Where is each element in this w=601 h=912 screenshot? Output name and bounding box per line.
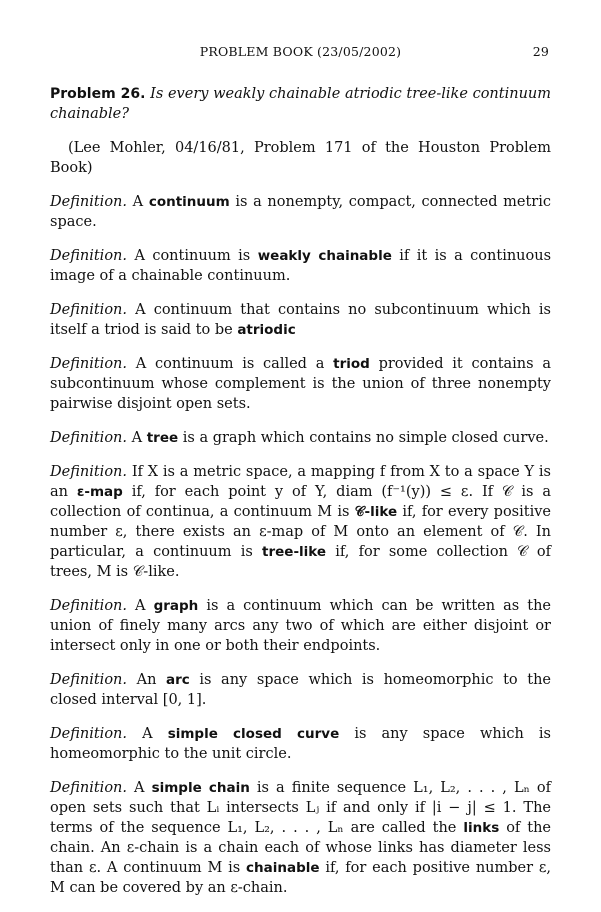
definition-triod xyxy=(50,354,551,414)
defined-term: triod xyxy=(333,356,370,372)
definition-text: if, for some collection 𝒞 of trees, M is 𝒞-like. xyxy=(50,544,552,580)
definition-text: A xyxy=(134,780,152,796)
definition-text: A xyxy=(132,194,149,210)
defined-term: ε-map xyxy=(76,484,123,500)
definition-label: Definition. xyxy=(50,464,127,480)
defined-term: simple closed curve xyxy=(167,726,340,742)
definition-text: if, for each positive number ε, M can be covered by an ε-chain. xyxy=(50,860,551,896)
definition-text: is a graph which contains no simple closed curve. xyxy=(178,430,549,446)
definition-label: Definition. xyxy=(50,780,127,796)
running-title: PROBLEM BOOK (23/05/2002) xyxy=(199,44,402,59)
definition-label: Definition. xyxy=(50,672,127,688)
defined-term: weakly chainable xyxy=(257,248,392,264)
definition-atriodic xyxy=(50,300,551,340)
definition-graph xyxy=(50,596,551,656)
definition-text: of the chain. An ε-chain is a chain each of whose links has diameter less than ε. A continuum M is xyxy=(50,820,551,876)
definition-text: A xyxy=(142,726,168,742)
definition-text: A xyxy=(131,430,147,446)
problem-attribution: (Lee Mohler, 04/16/81, Problem 171 of the Houston Problem Book) xyxy=(50,140,551,176)
definition-text: is any space which is homeomorphic to the unit circle. xyxy=(50,726,551,762)
defined-term: chainable xyxy=(246,860,320,876)
definition-simple-chain xyxy=(50,778,551,898)
definition-text: if, for each point y of Y, diam (f⁻¹(y)) ≤ ε. If 𝒞 is a collection of continua, a continuum M is xyxy=(50,484,551,520)
defined-term: tree-like xyxy=(262,544,327,560)
definition-label: Definition. xyxy=(50,430,127,446)
definition-label: Definition. xyxy=(50,248,127,264)
defined-term: tree xyxy=(146,430,179,446)
problem-statement xyxy=(50,84,551,124)
definition-text: is a continuum which can be written as the union of finely many arcs any two of which are either disjoint or intersect only in one or both their endpoints. xyxy=(50,598,551,654)
definition-text: provided it contains a subcontinuum whose complement is the union of three nonempty pairwise disjoint open sets. xyxy=(50,356,552,412)
definition-text: is a nonempty, compact, connected metric space. xyxy=(50,194,551,230)
page-number: 29 xyxy=(532,44,549,59)
definition-label: Definition. xyxy=(50,598,127,614)
definition-label: Definition. xyxy=(50,356,127,372)
definition-label: Definition. xyxy=(50,302,127,318)
page-body xyxy=(50,84,551,912)
definition-label: Definition. xyxy=(50,194,127,210)
definition-weakly-chainable xyxy=(50,246,551,286)
defined-term: links xyxy=(463,820,500,836)
defined-term: continuum xyxy=(148,194,230,210)
definition-text: A continuum is called a xyxy=(135,356,334,372)
definition-text: if it is a continuous image of a chainable continuum. xyxy=(50,248,552,284)
definition-text: An xyxy=(136,672,166,688)
definition-simple-closed-curve xyxy=(50,724,551,764)
definition-tree xyxy=(50,428,551,448)
defined-term: atriodic xyxy=(237,322,296,338)
definition-epsilon-map xyxy=(50,462,551,582)
definition-text: is a finite sequence L₁, L₂, . . . , Lₙ of open sets such that Lᵢ intersects Lⱼ if and only if |i − j| ≤ 1. The terms of the sequence L₁, L₂, . . . , Lₙ are called the xyxy=(50,780,551,836)
definition-text: A xyxy=(135,598,154,614)
problem-label: Problem 26. xyxy=(50,86,146,102)
definition-text: if, for every positive number ε, there exists an ε-map of M onto an element of 𝒞. In particular, a continuum is xyxy=(50,504,551,560)
definition-text: If X is a metric space, a mapping f from X to a space Y is an xyxy=(50,464,552,500)
definition-text: is any space which is homeomorphic to the closed interval [0, 1]. xyxy=(50,672,551,708)
definition-continuum xyxy=(50,192,551,232)
definition-label: Definition. xyxy=(50,726,127,742)
definition-text: A continuum that contains no subcontinuum which is itself a triod is said to be xyxy=(50,302,551,338)
defined-term: graph xyxy=(153,598,199,614)
defined-term: simple chain xyxy=(151,780,250,796)
definition-arc xyxy=(50,670,551,710)
problem-question: Is every weakly chainable atriodic tree-like continuum chainable? xyxy=(50,86,551,122)
definition-text: A continuum is xyxy=(134,248,258,264)
defined-term: arc xyxy=(166,672,190,688)
defined-term: 𝒞-like xyxy=(354,504,398,520)
running-head xyxy=(50,44,551,62)
